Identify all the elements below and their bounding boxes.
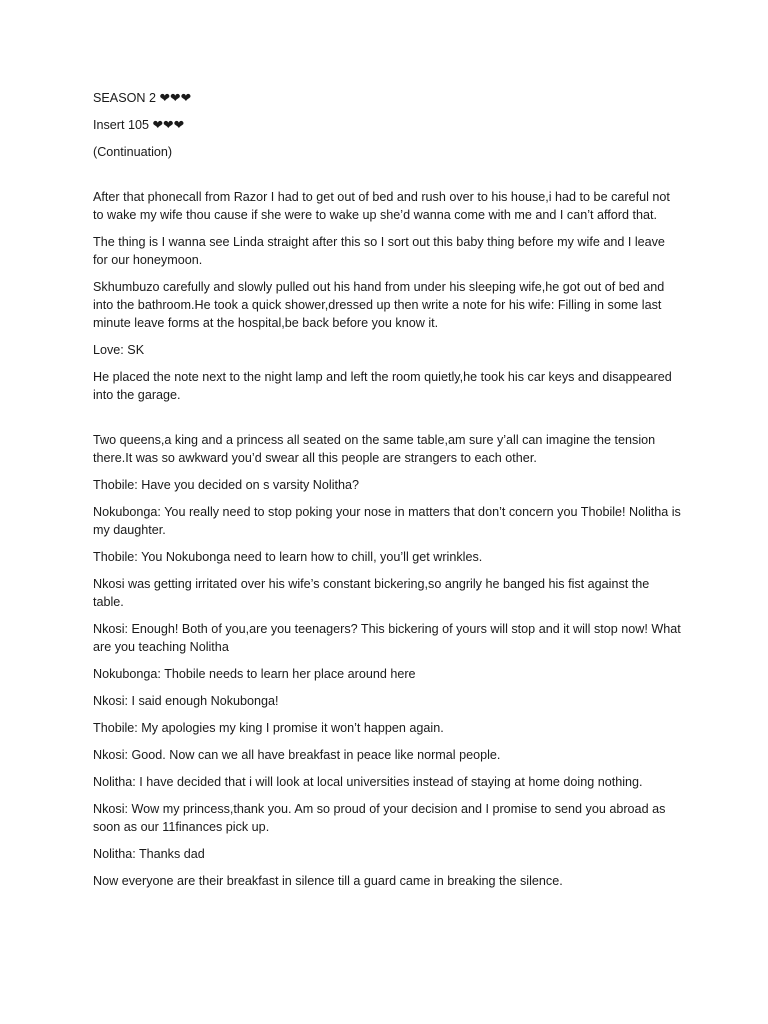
paragraph: Love: SK [93, 343, 145, 357]
dialogue-line: Nkosi: Enough! Both of you,are you teenagers? This bickering of yours will stop and it will stop now! What are you teaching Nolitha [93, 622, 681, 654]
paragraph: Skhumbuzo carefully and slowly pulled out his hand from under his sleeping wife,he got out of bed and into the bathroom.He took a quick shower,dressed up then write a note for his wife: Filling in some last minute leave forms at the hospital,be back before you know it. [93, 280, 665, 330]
insert-heading: Insert 105 ❤❤❤ [93, 118, 185, 132]
document-page [93, 89, 683, 899]
section-two [93, 431, 683, 890]
dialogue-line: Nokubonga: You really need to stop poking your nose in matters that don’t concern you Thobile! Nolitha is my daughter. [93, 505, 681, 537]
dialogue-line: Thobile: Have you decided on s varsity Nolitha? [93, 478, 360, 492]
dialogue-line: Nkosi: Good. Now can we all have breakfast in peace like normal people. [93, 748, 501, 762]
section-one [93, 188, 683, 404]
paragraph: He placed the note next to the night lamp and left the room quietly,he took his car keys and disappeared into the garage. [93, 370, 672, 402]
paragraph: The thing is I wanna see Linda straight after this so I sort out this baby thing before my wife and I leave for our honeymoon. [93, 235, 665, 267]
dialogue-line: Thobile: My apologies my king I promise it won’t happen again. [93, 721, 444, 735]
dialogue-line: Nokubonga: Thobile needs to learn her place around here [93, 667, 416, 681]
paragraph: Now everyone are their breakfast in silence till a guard came in breaking the silence. [93, 874, 563, 888]
section-gap [93, 170, 683, 188]
dialogue-line: Nolitha: I have decided that i will look at local universities instead of staying at home doing nothing. [93, 775, 643, 789]
dialogue-line: Nkosi: I said enough Nokubonga! [93, 694, 279, 708]
dialogue-line: Nkosi: Wow my princess,thank you. Am so proud of your decision and I promise to send you abroad as soon as our 11finances pick up. [93, 802, 666, 834]
section-gap [93, 413, 683, 431]
season-heading: SEASON 2 ❤❤❤ [93, 91, 192, 105]
dialogue-line: Nolitha: Thanks dad [93, 847, 205, 861]
continuation-label: (Continuation) [93, 145, 173, 159]
dialogue-line: Thobile: You Nokubonga need to learn how to chill, you’ll get wrinkles. [93, 550, 483, 564]
paragraph: Two queens,a king and a princess all seated on the same table,am sure y’all can imagine the tension there.It was so awkward you’d swear all this people are strangers to each other. [93, 433, 656, 465]
document-header [93, 89, 683, 161]
paragraph: After that phonecall from Razor I had to get out of bed and rush over to his house,i had to be careful not to wake my wife thou cause if she were to wake up she’d wanna come with me and I can’t afford that. [93, 190, 670, 222]
paragraph: Nkosi was getting irritated over his wife’s constant bickering,so angrily he banged his fist against the table. [93, 577, 650, 609]
